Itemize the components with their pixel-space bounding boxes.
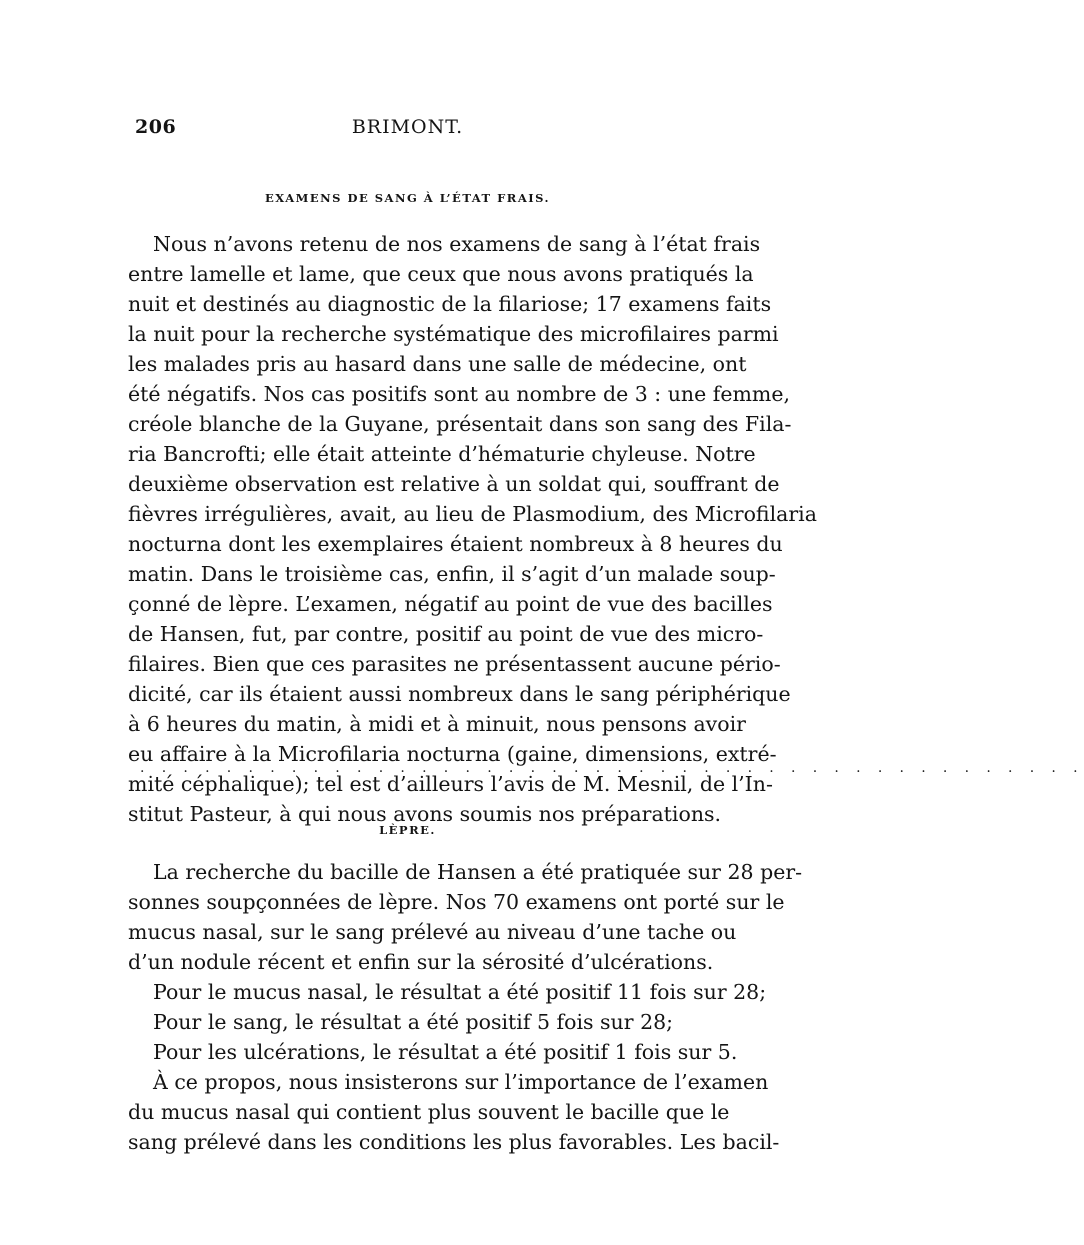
text-line: la nuit pour la recherche systématique des microfilaires parmi [128,322,779,346]
text-line: nuit et destinés au diagnostic de la filariose; 17 examens faits [128,292,772,316]
text-line: de Hansen, fut, par contre, positif au point de vue des micro- [128,622,764,646]
text-line: été négatifs. Nos cas positifs sont au nombre de 3 : une femme, [128,382,791,406]
text-line: deuxième observation est relative à un soldat qui, souffrant de [128,472,780,496]
text-line: du mucus nasal qui contient plus souvent le bacille que le [128,1100,730,1124]
running-head: BRIMONT. [351,116,464,138]
section-title-leprosy: LÈPRE. [379,823,436,837]
text-line: Pour le mucus nasal, le résultat a été positif 11 fois sur 28; [153,980,767,1004]
text-line: dicité, car ils étaient aussi nombreux dans le sang périphérique [128,682,791,706]
text-line: Pour le sang, le résultat a été positif 5 fois sur 28; [153,1010,674,1034]
text-line: sonnes soupçonnées de lèpre. Nos 70 examens ont porté sur le [128,890,785,914]
text-line: créole blanche de la Guyane, présentait dans son sang des Fila- [128,412,792,436]
page-header [135,116,680,140]
text-line: stitut Pasteur, à qui nous avons soumis nos préparations. [128,802,722,826]
text-line: mucus nasal, sur le sang prélevé au niveau d’une tache ou [128,920,737,944]
text-line: mité céphalique); tel est d’ailleurs l’avis de M. Mesnil, de l’In- [128,772,773,796]
text-line: entre lamelle et lame, que ceux que nous avons pratiqués la [128,262,754,286]
text-line: à 6 heures du matin, à midi et à minuit, nous pensons avoir [128,712,746,736]
text-line: nocturna dont les exemplaires étaient nombreux à 8 heures du [128,532,783,556]
text-line: ria Bancrofti; elle était atteinte d’hématurie chyleuse. Notre [128,442,756,466]
text-line: Pour les ulcérations, le résultat a été positif 1 fois sur 5. [153,1040,738,1064]
text-line: filaires. Bien que ces parasites ne présentassent aucune pério- [128,652,781,676]
text-line: d’un nodule récent et enfin sur la sérosité d’ulcérations. [128,950,714,974]
page-number: 206 [135,116,177,138]
text-line: fièvres irrégulières, avait, au lieu de Plasmodium, des Microfilaria [128,502,817,526]
text-line: Nous n’avons retenu de nos examens de sang à l’état frais [153,232,761,256]
paragraph-fresh-blood-exams [128,229,1084,829]
text-line: À ce propos, nous insisterons sur l’importance de l’examen [153,1070,769,1094]
text-line: eu affaire à la Microfilaria nocturna (gaine, dimensions, extré- [128,742,777,766]
text-line: çonné de lèpre. L’examen, négatif au point de vue des bacilles [128,592,773,616]
ellipsis-separator: . . . . . . . . . . . . . . . . . . . . . . . . . . . . . . . . . . . . . . . . . . . . [140,760,1084,776]
text-line: les malades pris au hasard dans une salle de médecine, ont [128,352,747,376]
section-title-fresh-blood: EXAMENS DE SANG À L’ÉTAT FRAIS. [264,191,551,205]
text-line: sang prélevé dans les conditions les plus favorables. Les bacil- [128,1130,780,1154]
text-line: La recherche du bacille de Hansen a été pratiquée sur 28 per- [153,860,803,884]
text-line: matin. Dans le troisième cas, enfin, il s’agit d’un malade soup- [128,562,776,586]
paragraph-leprosy [128,857,803,1157]
